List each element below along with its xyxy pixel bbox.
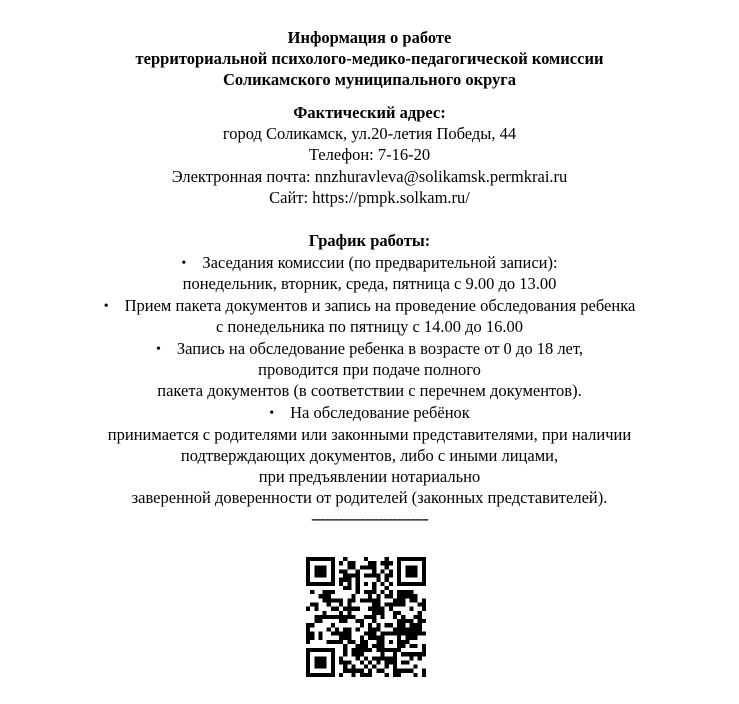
item-4-line-1: На обследование ребёнок: [290, 403, 470, 422]
bullet-icon: •: [181, 256, 187, 271]
address-heading: Фактический адрес:: [293, 103, 446, 122]
item-4-line-4: при предъявлении нотариально: [258, 467, 481, 486]
separator-line: --------------------------: [311, 509, 428, 528]
schedule-item-2: [0, 295, 739, 317]
bullet-icon: •: [269, 406, 275, 421]
item-1-line-1: Заседания комиссии (по предварительной записи):: [202, 253, 558, 272]
item-4-line-5: заверенной доверенности от родителей (законных представителей).: [131, 488, 608, 507]
item-4-line-3: подтверждающих документов, либо с иными лицами,: [180, 446, 559, 465]
qr-code-icon[interactable]: [306, 557, 426, 677]
schedule-item-4: [0, 402, 739, 424]
item-4-line-2: принимается с родителями или законными представителями, при наличии: [107, 425, 632, 444]
title-line-2: территориальной психолого-медико-педагогической комиссии: [135, 49, 604, 68]
item-2-line-1: Прием пакета документов и запись на проведение обследования ребенка: [124, 296, 636, 315]
item-2-line-2: с понедельника по пятницу с 14.00 до 16.00: [215, 317, 524, 336]
address-site: Сайт: https://pmpk.solkam.ru/: [269, 188, 470, 207]
title-line-1: Информация о работе: [287, 28, 452, 47]
address-phone: Телефон: 7-16-20: [308, 145, 431, 164]
schedule-heading: График работы:: [308, 231, 431, 250]
bullet-icon: •: [156, 342, 161, 357]
item-3-line-3: пакета документов (в соответствии с перечнем документов).: [157, 381, 582, 400]
item-1-line-2: понедельник, вторник, среда, пятница с 9.00 до 13.00: [182, 274, 557, 293]
title-line-3: Соликамского муниципального округа: [222, 70, 517, 89]
address-street: город Соликамск, ул.20-летия Победы, 44: [222, 124, 517, 143]
item-3-line-1: Запись на обследование ребенка в возрасте от 0 до 18 лет,: [176, 339, 583, 358]
schedule-item-1: [0, 252, 739, 274]
schedule-item-3: [0, 338, 739, 360]
address-email: Электронная почта: nnzhuravleva@solikamsk.permkrai.ru: [171, 167, 568, 186]
bullet-icon: •: [103, 299, 109, 314]
item-3-line-2: проводится при подаче полного: [258, 360, 481, 379]
